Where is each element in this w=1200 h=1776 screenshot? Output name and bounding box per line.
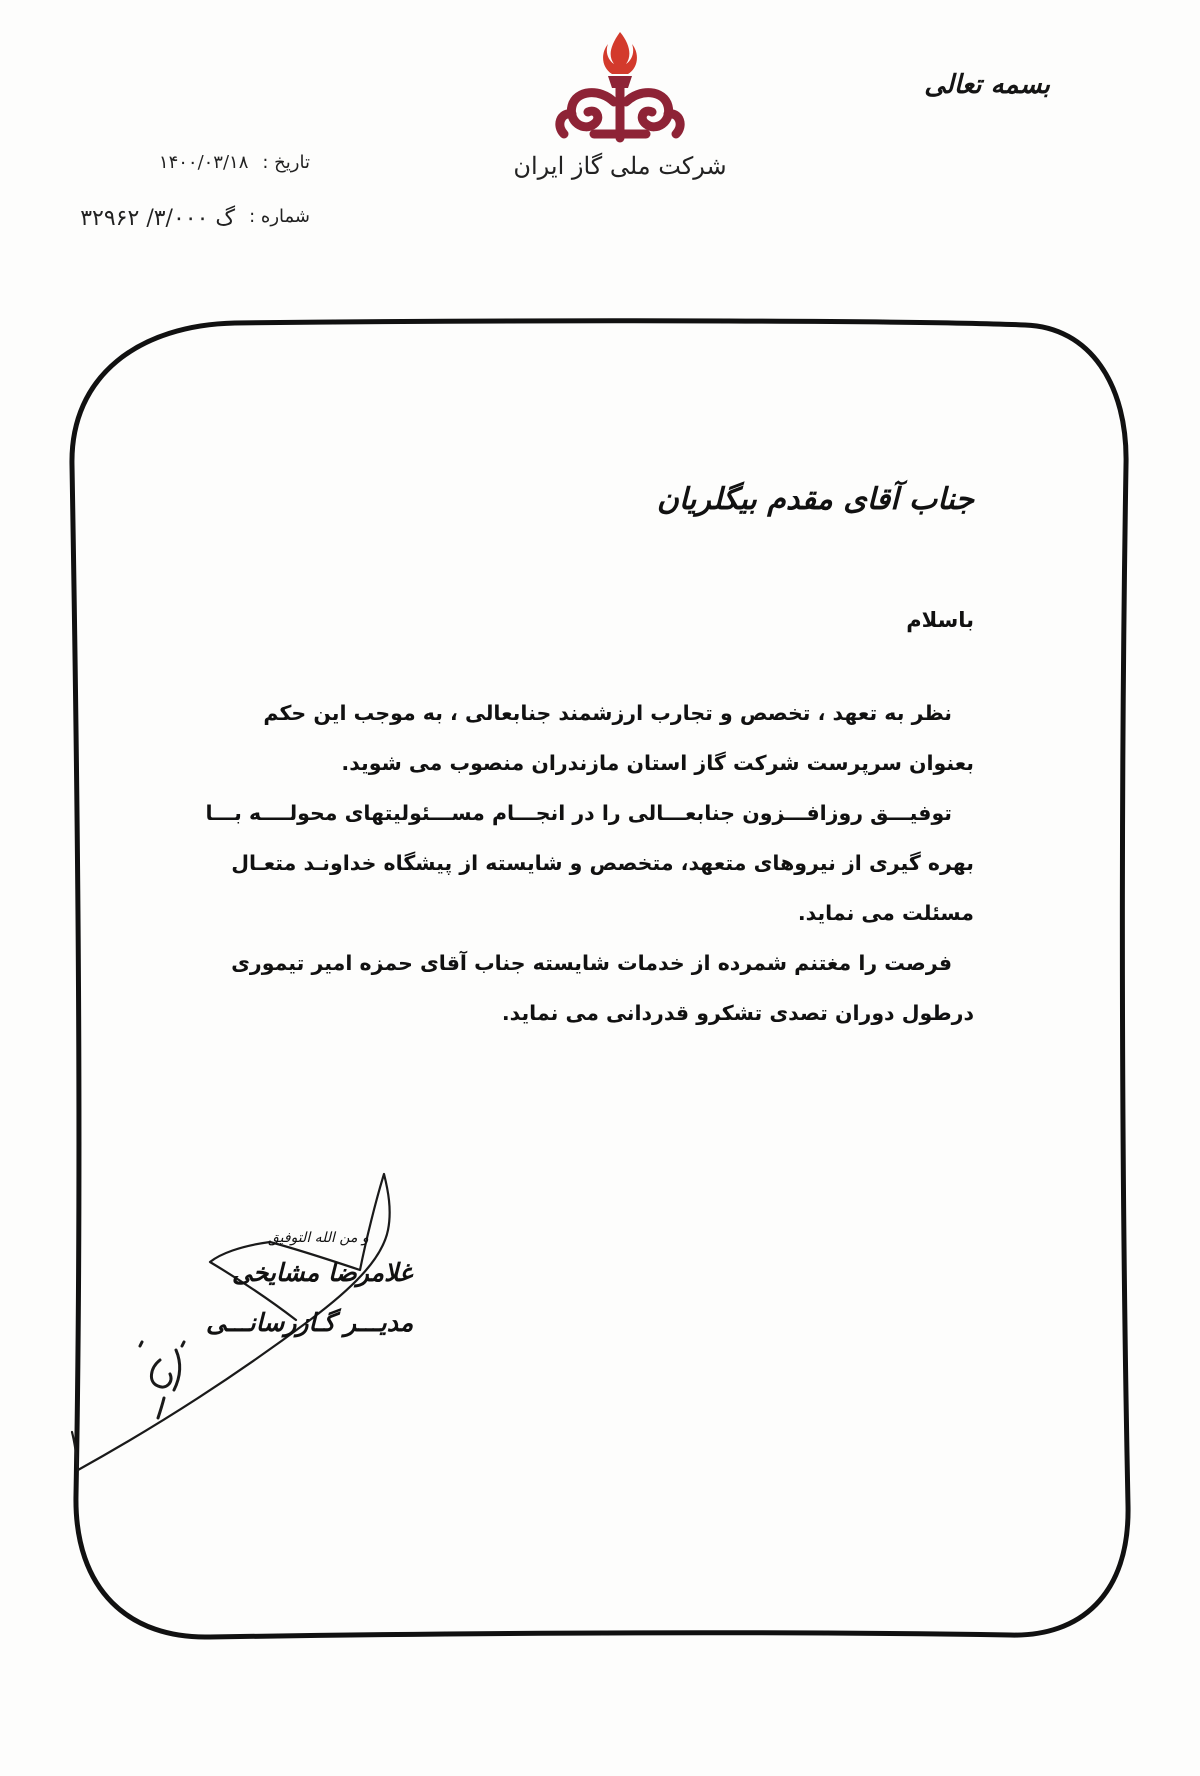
body-line: فرصت را مغتنم شمرده از خدمات شایسته جناب آقای حمزه امیر تیموری: [231, 951, 952, 975]
body-line: نظر به تعهد ، تخصص و تجارب ارزشمند جنابعالی ، به موجب این حکم: [263, 701, 952, 725]
body-line: مسئلت می نماید.: [797, 901, 974, 925]
date-value: ۱۴۰۰/۰۳/۱۸: [158, 152, 249, 173]
number-value: گ ۳/۰۰۰/ ۳۲۹۶۲: [80, 206, 236, 231]
basmala-heading: بسمه تعالی: [924, 70, 1050, 100]
company-name: شرکت ملی گاز ایران: [513, 152, 727, 180]
body-line: درطول دوران تصدی تشکرو قدردانی می نماید.: [501, 1001, 974, 1025]
signature-closing: و من الله التوفیق: [268, 1230, 369, 1246]
number-line: [40, 206, 310, 231]
number-label: شماره :: [249, 206, 310, 227]
signatory-title: مدیـــر گـازرسانـــی: [206, 1308, 414, 1337]
signatory-name: غلامرضا مشایخی: [232, 1258, 412, 1287]
body-line: بعنوان سرپرست شرکت گاز استان مازندران منصوب می شوید.: [341, 751, 974, 775]
letter-body: [168, 688, 974, 1038]
body-line: توفیـــق روزافـــزون جنابعـــالی را در انجـــام مســـئولیتهای محولــــه بـــا: [205, 801, 952, 825]
nigc-flame-logo-icon: [550, 30, 690, 148]
date-line: [40, 152, 310, 173]
body-line: بهره گیری از نیروهای متعهد، متخصص و شایسته از پیشگاه خداونـد متعـال: [231, 851, 974, 875]
date-label: تاریخ :: [262, 152, 310, 173]
recipient-salutation: جناب آقای مقدم بیگلریان: [656, 482, 974, 517]
greeting: باسلام: [906, 608, 974, 632]
company-logo: [500, 30, 740, 200]
